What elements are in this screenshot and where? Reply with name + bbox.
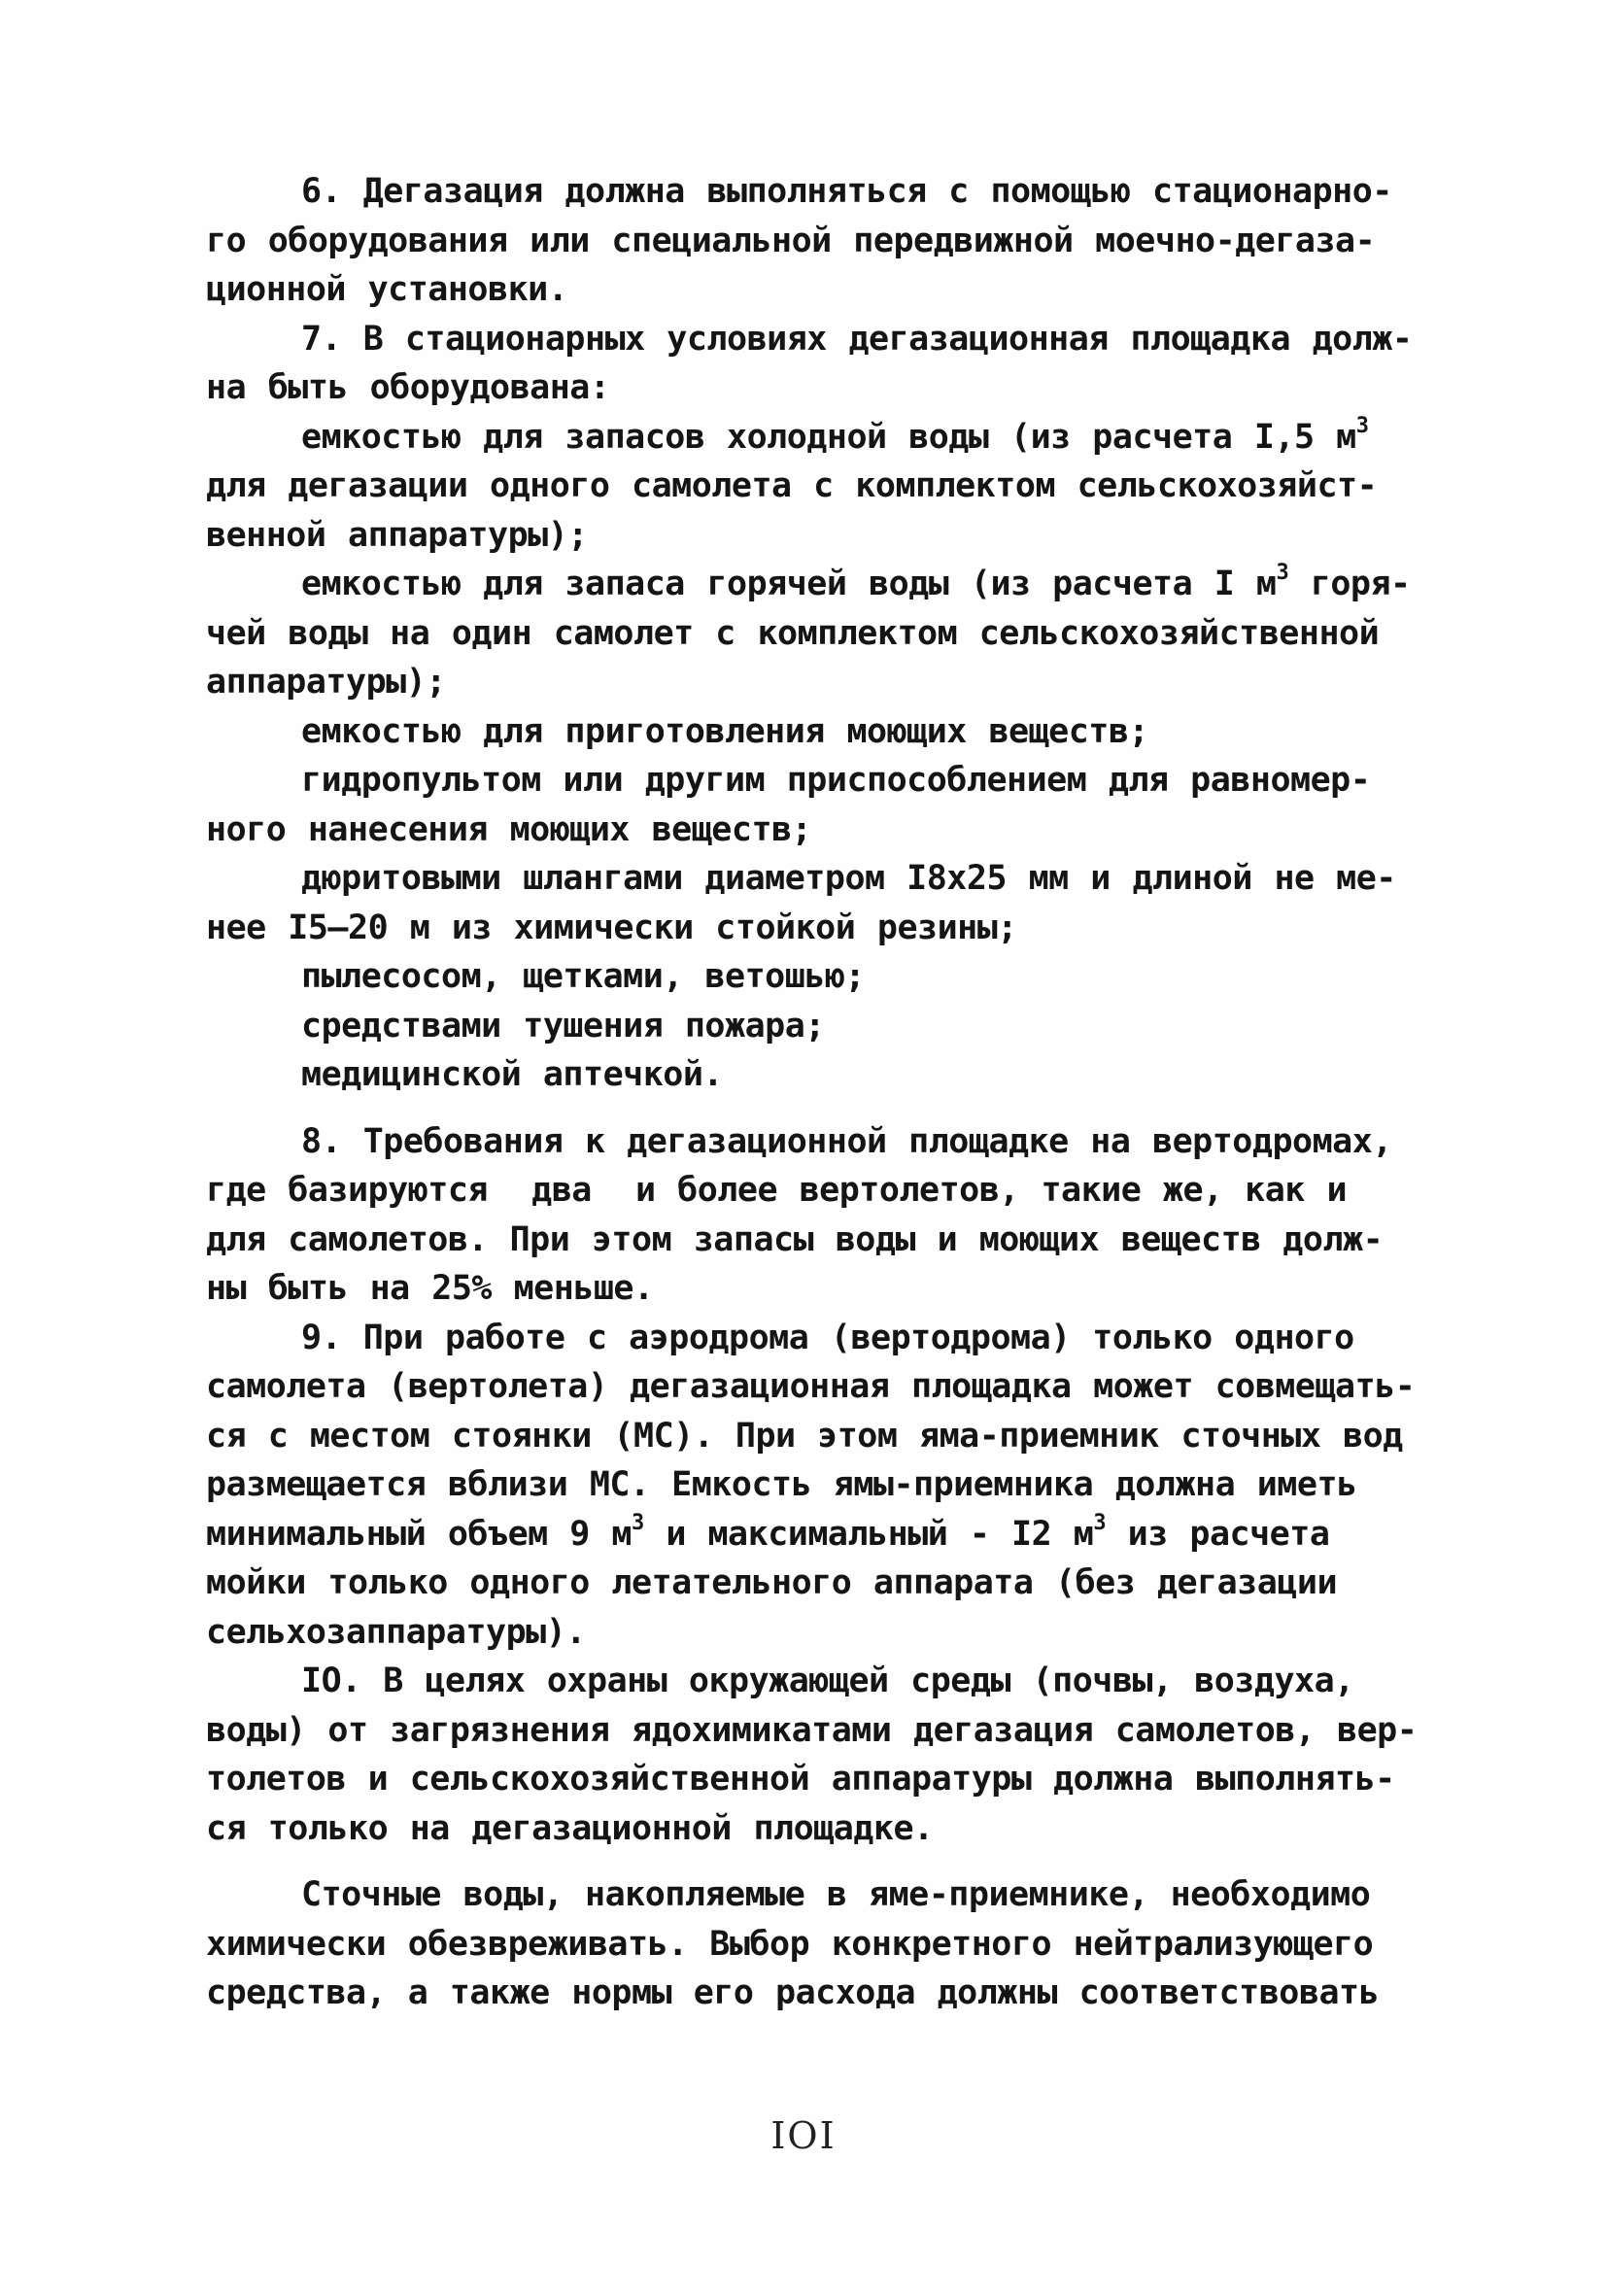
equipment-item-8: медицинской аптечкой. <box>301 1055 724 1094</box>
wastewater-paragraph-line-2: химически обезвреживать. Выбор конкретного нейтрализующего <box>206 1924 1374 1964</box>
equipment-item-5-line-2: нее I5–20 м из химически стойкой резины; <box>206 908 1017 947</box>
paragraph-6-line-2: го оборудования или специальной передвижной моечно-дегаза- <box>206 221 1376 260</box>
equipment-item-6: пылесосом, щетками, ветошью; <box>301 957 866 996</box>
wastewater-paragraph-line-3: средства, а также нормы его расхода должны соответствовать <box>206 1973 1380 2012</box>
paragraph-10-line-1: IO. В целях охраны окружающей среды (почвы, воздуха, <box>301 1662 1354 1700</box>
paragraph-9-line-4: размещается вблизи МС. Емкость ямы-приемника должна иметь <box>206 1465 1357 1504</box>
equipment-item-4-line-1: гидропультом или другим приспособлением для равномер- <box>301 761 1371 800</box>
paragraph-9-line-6: мойки только одного летательного аппарата (без дегазации <box>206 1563 1338 1602</box>
equipment-item-2-line-1 <box>206 560 1450 609</box>
paragraph-8-line-1: 8. Требования к дегазационной площадке на вертодромах, <box>301 1121 1392 1161</box>
paragraph-7-line-1: 7. В стационарных условиях дегазационная площадка долж- <box>301 319 1413 359</box>
equipment-item-2-text-b: горя- <box>1288 565 1411 603</box>
equipment-item-2-line-2: чей воды на один самолет с комплектом сельскохозяйственной <box>206 613 1380 653</box>
cubic-superscript: 3 <box>632 1510 644 1535</box>
paragraph-9-line-3: ся с местом стоянки (МС). При этом яма-приемник сточных вод <box>206 1416 1403 1456</box>
equipment-item-2-text-a: емкостью для запаса горячей воды (из расчета I м <box>301 565 1277 603</box>
equipment-item-1-text: емкостью для запасов холодной воды (из расчета I,5 м <box>301 417 1356 457</box>
equipment-item-1-line-1 <box>206 413 1450 463</box>
maximum-volume-text: и максимальный - I2 м <box>643 1514 1094 1554</box>
paragraph-6-line-1: 6. Дегазация должна выполняться с помощью стационарно- <box>301 172 1392 211</box>
paragraph-10-line-3: толетов и сельскохозяйственной аппаратуры должна выполнять- <box>206 1760 1395 1799</box>
paragraph-9-line-7: сельхозаппаратуры). <box>206 1612 586 1652</box>
paragraph-6-line-3: ционной установки. <box>206 270 568 309</box>
paragraph-8-line-4: ны быть на 25% меньше. <box>206 1269 654 1308</box>
equipment-item-2-line-3: аппаратуры); <box>206 663 446 702</box>
minimum-volume-text: минимальный объем 9 м <box>206 1514 633 1554</box>
paragraph-8-line-3: для самолетов. При этом запасы воды и моющих веществ долж- <box>206 1219 1384 1259</box>
paragraph-9-line-1: 9. При работе с аэродрома (вертодрома) только одного <box>301 1318 1354 1357</box>
equipment-item-5-line-1: дюритовыми шлангами диаметром I8х25 мм и длиной не ме- <box>301 859 1396 898</box>
wastewater-paragraph-line-1: Сточные воды, накопляемые в яме-приемнике, необходимо <box>301 1875 1371 1914</box>
cubic-superscript: 3 <box>1093 1510 1107 1535</box>
cubic-superscript: 3 <box>1355 413 1369 438</box>
paragraph-10-line-4: ся только на дегазационной площадке. <box>206 1808 934 1848</box>
equipment-item-1-line-2: для дегазации одного самолета с комплектом сельскохозяйст- <box>206 466 1378 505</box>
paragraph-7-line-2: на быть оборудована: <box>206 368 610 407</box>
equipment-item-1-line-3: венной аппаратуры); <box>206 515 588 555</box>
page-number: IOI <box>770 2114 837 2157</box>
cubic-superscript: 3 <box>1276 561 1289 585</box>
equipment-item-4-line-2: ного нанесения моющих веществ; <box>206 809 812 849</box>
paragraph-9-line-2: самолета (вертолета) дегазационная площадка может совмещать- <box>206 1367 1416 1406</box>
paragraph-9-line-5 <box>206 1510 1450 1559</box>
paragraph-10-line-2: воды) от загрязнения ядохимикатами дегазация самолетов, вер- <box>206 1710 1418 1750</box>
equipment-item-7: средствами тушения пожара; <box>301 1006 825 1045</box>
calculation-text: из расчета <box>1106 1514 1330 1554</box>
equipment-item-3: емкостью для приготовления моющих веществ; <box>301 711 1149 751</box>
paragraph-8-line-2: где базируются два и более вертолетов, такие же, как и <box>206 1171 1348 1210</box>
document-body <box>206 167 1450 2018</box>
